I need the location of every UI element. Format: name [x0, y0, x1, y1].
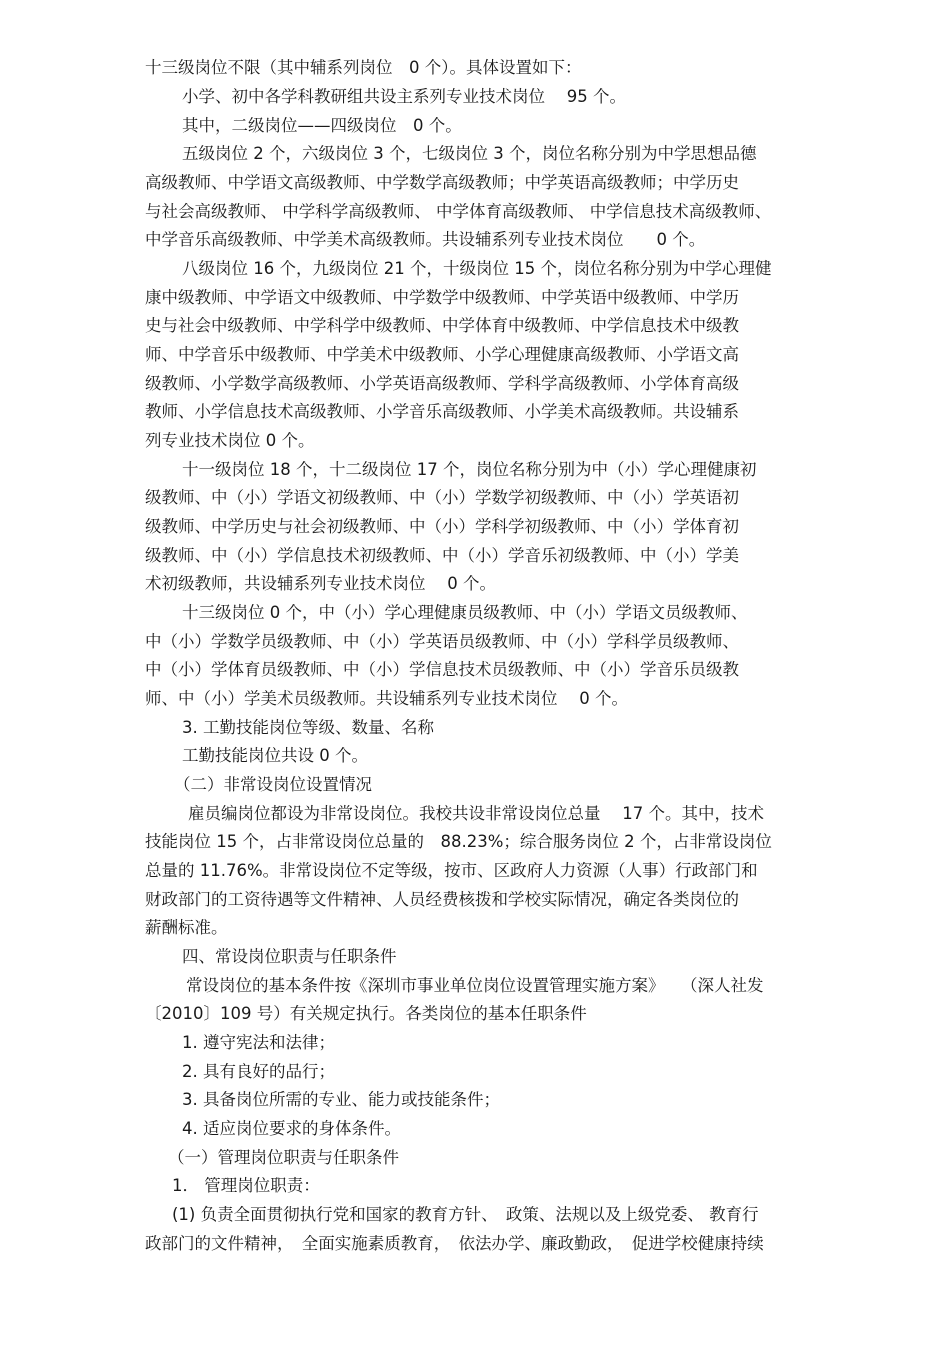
text-line: 十三级岗位不限（其中辅系列岗位 0 个）。具体设置如下：	[145, 58, 582, 77]
text-line: 康中级教师、中学语文中级教师、中学数学中级教师、中学英语中级教师、中学历	[145, 288, 739, 307]
text-line: 〔2010〕109 号）有关规定执行。各类岗位的基本任职条件	[145, 1004, 587, 1023]
text-line: 小学、初中各学科教研组共设主系列专业技术岗位 95 个。	[182, 87, 626, 106]
text-line: 财政部门的工资待遇等文件精神、人员经费核拨和学校实际情况，确定各类岗位的	[145, 890, 739, 909]
text-line: 十一级岗位 18 个，十二级岗位 17 个，岗位名称分别为中（小）学心理健康初	[182, 460, 757, 479]
text-line: 雇员编岗位都设为非常设岗位。我校共设非常设岗位总量 17 个。其中，技术	[188, 804, 764, 823]
text-line: 1． 管理岗位职责：	[172, 1176, 320, 1195]
text-line: 总量的 11.76%。非常设岗位不定等级，按市、区政府人力资源（人事）行政部门和	[145, 861, 758, 880]
text-line: 史与社会中级教师、中学科学中级教师、中学体育中级教师、中学信息技术中级教	[145, 316, 739, 335]
text-line: 薪酬标准。	[145, 918, 228, 937]
list-item: 3. 具备岗位所需的专业、能力或技能条件；	[182, 1090, 500, 1109]
text-line: 中（小）学数学员级教师、中（小）学英语员级教师、中（小）学科学员级教师、	[145, 632, 739, 651]
text-line: 技能岗位 15 个，占非常设岗位总量的 88.23%；综合服务岗位 2 个，占非常设岗位	[145, 832, 772, 851]
text-line: 列专业技术岗位 0 个。	[145, 431, 315, 450]
text-line: 政部门的文件精神， 全面实施素质教育， 依法办学、廉政勤政， 促进学校健康持续	[145, 1234, 764, 1253]
text-line: 级教师、小学数学高级教师、小学英语高级教师、学科学高级教师、小学体育高级	[145, 374, 739, 393]
text-line: 工勤技能岗位共设 0 个。	[182, 746, 368, 765]
text-line: 常设岗位的基本条件按《深圳市事业单位岗位设置管理实施方案》 （深人社发	[186, 976, 764, 995]
text-line: 级教师、中（小）学语文初级教师、中（小）学数学初级教师、中（小）学英语初	[145, 488, 739, 507]
text-line: 级教师、中学历史与社会初级教师、中（小）学科学初级教师、中（小）学体育初	[145, 517, 739, 536]
text-line: 八级岗位 16 个，九级岗位 21 个，十级岗位 15 个，岗位名称分别为中学心理健	[182, 259, 772, 278]
text-line: 3. 工勤技能岗位等级、数量、名称	[182, 718, 434, 737]
text-line: 中（小）学体育员级教师、中（小）学信息技术员级教师、中（小）学音乐员级教	[145, 660, 739, 679]
text-line: 五级岗位 2 个，六级岗位 3 个，七级岗位 3 个，岗位名称分别为中学思想品德	[182, 144, 757, 163]
section-heading: 四、常设岗位职责与任职条件	[182, 947, 397, 966]
list-item: 2. 具有良好的品行；	[182, 1062, 335, 1081]
text-line: 高级教师、中学语文高级教师、中学数学高级教师；中学英语高级教师；中学历史	[145, 173, 739, 192]
text-line: 中学音乐高级教师、中学美术高级教师。共设辅系列专业技术岗位 0 个。	[145, 230, 706, 249]
text-line: 十三级岗位 0 个，中（小）学心理健康员级教师、中（小）学语文员级教师、	[182, 603, 748, 622]
text-line: 级教师、中（小）学信息技术初级教师、中（小）学音乐初级教师、中（小）学美	[145, 546, 739, 565]
list-item: 1. 遵守宪法和法律；	[182, 1033, 335, 1052]
text-line: 师、中学音乐中级教师、中学美术中级教师、小学心理健康高级教师、小学语文高	[145, 345, 739, 364]
section-heading: （二）非常设岗位设置情况	[174, 775, 372, 794]
text-line: 术初级教师，共设辅系列专业技术岗位 0 个。	[145, 574, 496, 593]
text-line: 与社会高级教师、 中学科学高级教师、 中学体育高级教师、 中学信息技术高级教师、	[145, 202, 772, 221]
text-line: 师、中（小）学美术员级教师。共设辅系列专业技术岗位 0 个。	[145, 689, 628, 708]
text-line: 教师、小学信息技术高级教师、小学音乐高级教师、小学美术高级教师。共设辅系	[145, 402, 739, 421]
text-line: 其中，二级岗位——四级岗位 0 个。	[182, 116, 462, 135]
section-heading: （一）管理岗位职责与任职条件	[168, 1148, 399, 1167]
list-item: 4. 适应岗位要求的身体条件。	[182, 1119, 401, 1138]
text-line: (1) 负责全面贯彻执行党和国家的教育方针、 政策、法规以及上级党委、 教育行	[172, 1205, 759, 1224]
